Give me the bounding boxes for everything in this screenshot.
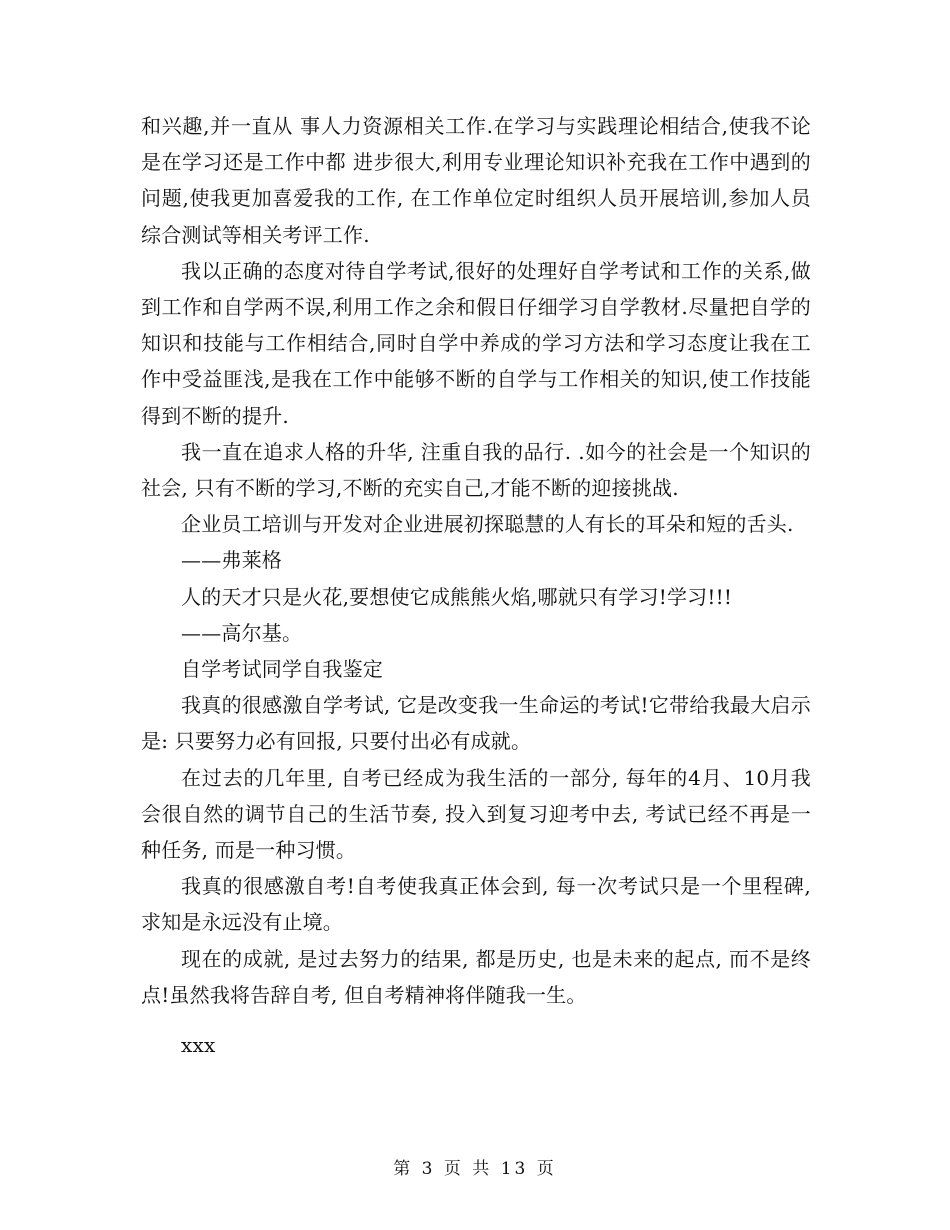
quote-attribution: ——高尔基。 bbox=[181, 620, 303, 645]
paragraph-milestone: 我真的很感激自考!自考使我真正体会到, 每一次考试只是一个里程碑, 求知是永远没有止境。 bbox=[141, 874, 811, 935]
paragraph-exam-attitude: 我以正确的态度对待自学考试,很好的处理好自学考试和工作的关系,做到工作和自学两不误,利用工作之余和假日仔细学习自学教材.尽量把自学的知识和技能与工作相结合,同时自学中养成的学习方法和学习态度让我在工作中受益匪浅,是我在工作中能够不断的自学与工作相关的知识,使工作技能得到不断的提升. bbox=[141, 258, 811, 428]
paragraph-continued: 和兴趣,并一直从 事人力资源相关工作.在学习与实践理论相结合,使我不论是在学习还是工作中都 进步很大,利用专业理论知识补充我在工作中遇到的问题,使我更加喜爱我的工作, 在工作单位定时组织人员开展培训,参加人员综合测试等相关考评工作. bbox=[141, 114, 811, 247]
signature: xxx bbox=[181, 1033, 216, 1058]
paragraph-gratitude: 我真的很感激自学考试, 它是改变我一生命运的考试!它带给我最大启示是: 只要努力必有回报, 只要付出必有成就。 bbox=[141, 693, 811, 754]
paragraph-personality: 我一直在追求人格的升华, 注重自我的品行. .如今的社会是一个知识的社会, 只有不断的学习,不断的充实自己,才能不断的迎接挑战. bbox=[141, 439, 811, 501]
paragraph-quote: 人的天才只是火花,要想使它成熊熊火焰,哪就只有学习!学习!!! bbox=[181, 584, 733, 609]
section-heading: 自学考试同学自我鉴定 bbox=[181, 657, 383, 682]
paragraph-conclusion: 现在的成就, 是过去努力的结果, 都是历史, 也是未来的起点, 而不是终点!虽然我将告辞自考, 但自考精神将伴随我一生。 bbox=[141, 946, 811, 1007]
paragraph-past-years: 在过去的几年里, 自考已经成为我生活的一部分, 每年的4月、10月我会很自然的调节自己的生活节奏, 投入到复习迎考中去, 考试已经不再是一种任务, 而是一种习惯。 bbox=[141, 765, 811, 863]
quote-attribution: ——弗莱格 bbox=[181, 548, 282, 573]
page-number-footer: 第 3 页 共 13 页 bbox=[393, 1159, 557, 1179]
document-body bbox=[141, 108, 811, 1063]
paragraph-quote: 企业员工培训与开发对企业进展初探聪慧的人有长的耳朵和短的舌头. bbox=[181, 512, 794, 537]
